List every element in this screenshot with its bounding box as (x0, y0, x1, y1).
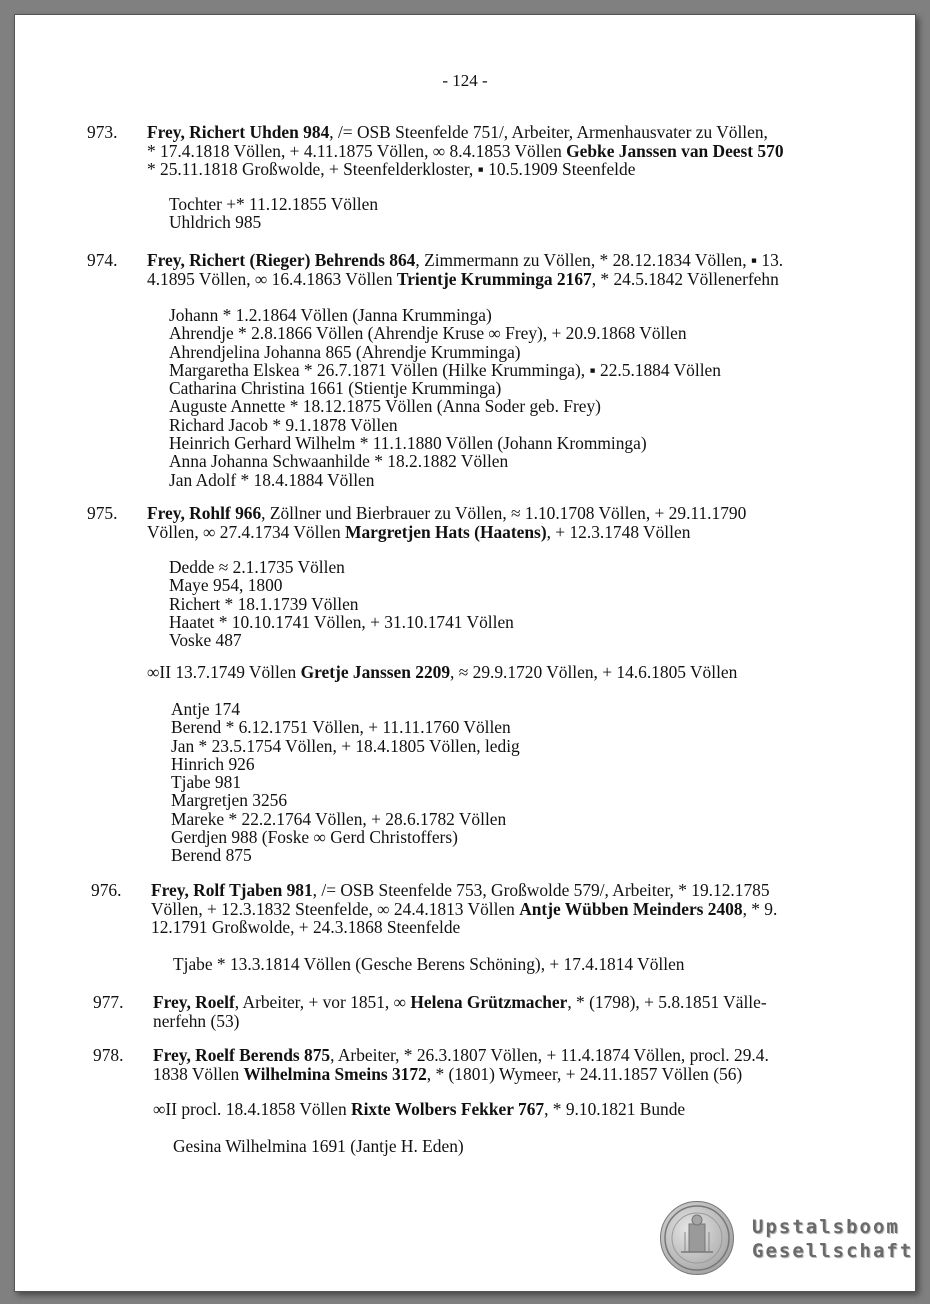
list-item: Auguste Annette * 18.12.1875 Völlen (Anna Soder geb. Frey) (169, 396, 601, 417)
entry-976 (91, 881, 851, 973)
entry-header: Frey, Rolf Tjaben 981, /= OSB Steenfelde 753, Großwolde 579/, Arbeiter, * 19.12.1785 Völlen, + 12.3.1832 Steenfelde, ∞ 24.4.1813 Völlen Antje Wübben Meinders 2408, * 9. 12.1791 Großwolde, + 24.3.1868 Steenfelde (151, 880, 778, 937)
list-item: Johann * 1.2.1864 Völlen (Janna Krumminga) (169, 305, 492, 325)
entry-974 (87, 251, 847, 489)
page-number: - 124 - (442, 71, 488, 90)
seal-icon (660, 1201, 734, 1275)
list-item: Antje 174 (171, 698, 241, 719)
list-item: Heinrich Gerhard Wilhelm * 11.1.1880 Völlen (Johann Kromminga) (169, 433, 647, 454)
entry-number: 977. (93, 992, 124, 1012)
entry-header: Frey, Rohlf 966, Zöllner und Bierbrauer zu Völlen, ≈ 1.10.1708 Völlen, + 29.11.1790 Völlen, ∞ 27.4.1734 Völlen Margretjen Hats (Haatens), + 12.3.1748 Völlen (147, 503, 747, 542)
children-list (173, 955, 851, 973)
list-item: Ahrendjelina Johanna 865 (Ahrendje Krumminga) (169, 341, 521, 362)
list-item: Berend * 6.12.1751 Völlen, + 11.11.1760 Völlen (171, 717, 511, 738)
entry-header: Frey, Richert Uhden 984, /= OSB Steenfelde 751/, Arbeiter, Armenhausvater zu Völlen, * 17.4.1818 Völlen, + 4.11.1875 Völlen, ∞ 8.4.1853 Völlen Gebke Janssen van Deest 570 * 25.11.1818 Großwolde, + Steenfelderkloster, ▪ 10.5.1909 Steenfelde (147, 122, 784, 179)
list-item: Gesina Wilhelmina 1691 (Jantje H. Eden) (173, 1135, 464, 1156)
children-list (169, 558, 847, 649)
children-list-2 (173, 1137, 853, 1155)
entry-number: 976. (91, 880, 122, 900)
list-item: Richert * 18.1.1739 Völlen (169, 593, 359, 614)
entry-header: Frey, Roelf Berends 875, Arbeiter, * 26.3.1807 Völlen, + 11.4.1874 Völlen, procl. 29.4. 1838 Völlen Wilhelmina Smeins 3172, * (1801) Wymeer, + 24.11.1857 Völlen (56) (153, 1045, 769, 1084)
document-page (14, 14, 916, 1292)
children-list (169, 195, 847, 232)
list-item: Hinrich 926 (171, 753, 255, 774)
list-item: Jan Adolf * 18.4.1884 Völlen (169, 469, 375, 490)
children-list (169, 306, 847, 489)
entry-973 (87, 123, 847, 231)
list-item: Dedde ≈ 2.1.1735 Völlen (169, 557, 345, 577)
upstalsboom-logo (660, 1201, 914, 1281)
logo-text (752, 1215, 913, 1263)
list-item: Margaretha Elskea * 26.7.1871 Völlen (Hilke Krumminga), ▪ 22.5.1884 Völlen (169, 359, 721, 380)
children-list-2 (171, 700, 847, 865)
entry-number: 975. (87, 503, 118, 523)
second-marriage: ∞II 13.7.1749 Völlen Gretje Janssen 2209, ≈ 29.9.1720 Völlen, + 14.6.1805 Völlen (147, 662, 738, 683)
list-item: Gerdjen 988 (Foske ∞ Gerd Christoffers) (171, 827, 458, 848)
list-item: Jan * 23.5.1754 Völlen, + 18.4.1805 Völlen, ledig (171, 735, 520, 756)
list-item: Tjabe * 13.3.1814 Völlen (Gesche Berens Schöning), + 17.4.1814 Völlen (173, 953, 685, 974)
logo-line-2: Gesellschaft (752, 1240, 914, 1262)
list-item: Ahrendje * 2.8.1866 Völlen (Ahrendje Kruse ∞ Frey), + 20.9.1868 Völlen (169, 323, 687, 344)
list-item: Tochter +* 11.12.1855 Völlen (169, 193, 379, 214)
list-item: Richard Jacob * 9.1.1878 Völlen (169, 414, 398, 435)
entry-978 (93, 1046, 853, 1155)
second-marriage: ∞II procl. 18.4.1858 Völlen Rixte Wolbers Fekker 767, * 9.10.1821 Bunde (153, 1099, 686, 1119)
entry-number: 978. (93, 1045, 124, 1065)
entry-header: Frey, Richert (Rieger) Behrends 864, Zimmermann zu Völlen, * 28.12.1834 Völlen, ▪ 13. 4.1895 Völlen, ∞ 16.4.1863 Völlen Trientje Krumminga 2167, * 24.5.1842 Völlenerfehn (147, 250, 784, 289)
list-item: Margretjen 3256 (171, 790, 288, 811)
entry-number: 974. (87, 250, 118, 270)
entry-header: Frey, Roelf, Arbeiter, + vor 1851, ∞ Helena Grützmacher, * (1798), + 5.8.1851 Välle- nerfehn (53) (153, 992, 767, 1031)
entry-977 (93, 993, 853, 1030)
list-item: Tjabe 981 (171, 772, 242, 793)
list-item: Anna Johanna Schwaanhilde * 18.2.1882 Völlen (169, 451, 509, 472)
list-item: Catharina Christina 1661 (Stientje Krumminga) (169, 378, 502, 399)
list-item: Berend 875 (171, 845, 252, 866)
entry-number: 973. (87, 122, 118, 142)
list-item: Haatet * 10.10.1741 Völlen, + 31.10.1741 Völlen (169, 611, 514, 632)
entry-975 (87, 504, 847, 865)
logo-line-1: Upstalsboom (752, 1216, 900, 1238)
list-item: Voske 487 (169, 630, 242, 651)
list-item: Mareke * 22.2.1764 Völlen, + 28.6.1782 Völlen (171, 808, 507, 829)
list-item: Maye 954, 1800 (169, 575, 283, 596)
list-item: Uhldrich 985 (169, 211, 262, 232)
